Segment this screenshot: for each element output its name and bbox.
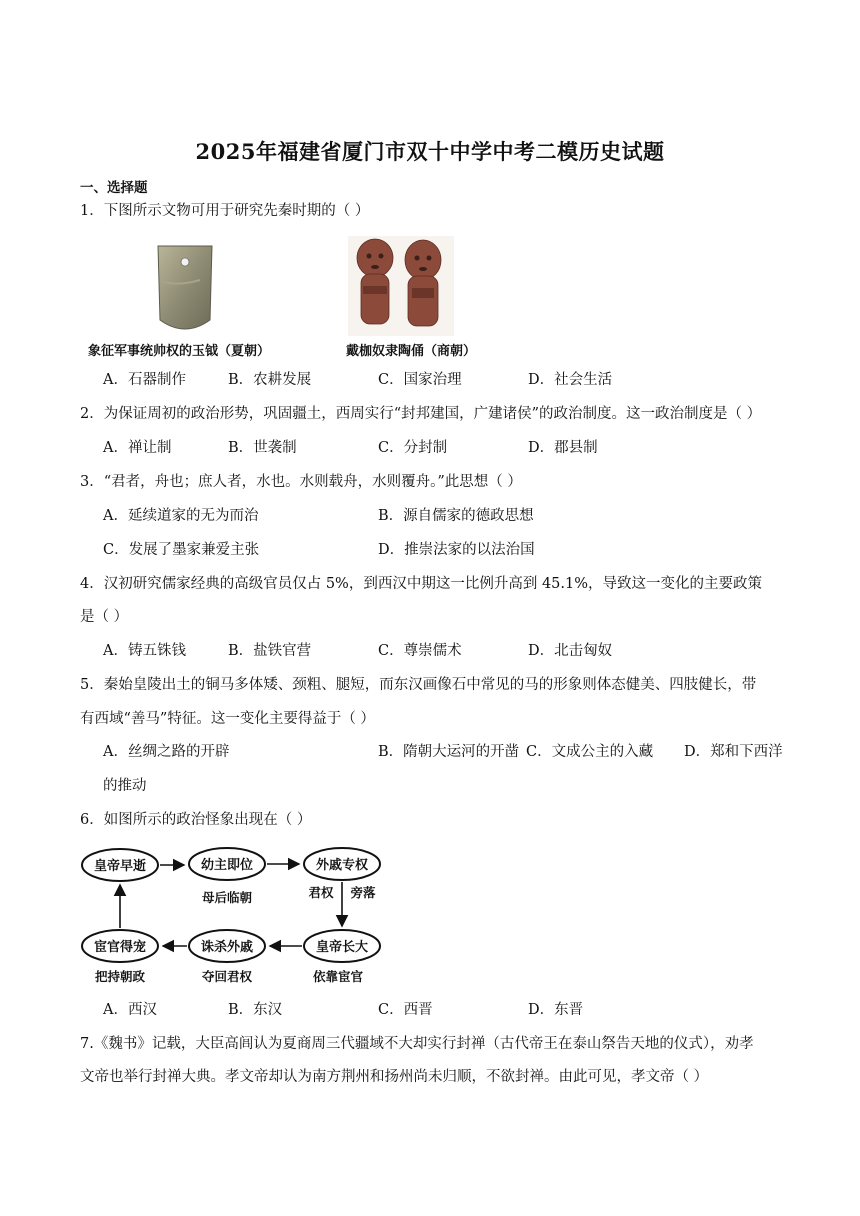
diagram-sub-label-3: 旁落 [350,885,376,900]
question-2-stem: 2．为保证周初的政治形势，巩固疆土，西周实行“封邦建国，广建诸侯”的政治制度。这一政治制度是（ ） [80,406,762,422]
diagram-sub-label-5: 夺回君权 [201,969,253,984]
diagram-node-label-3: 外戚专权 [315,858,369,873]
question-4-stem-line-2: 是（ ） [80,609,129,625]
diagram-sub-label-1: 母后临朝 [201,890,253,905]
q5-option-d[interactable]: D．郑和下西洋 [684,744,783,760]
question-5-stem-line-2: 有西域“善马”特征。这一变化主要得益于（ ） [80,711,375,727]
q4-option-b[interactable]: B．盐铁官营 [228,643,312,659]
q4-option-c[interactable]: C．尊崇儒术 [378,643,462,659]
political-cycle-diagram [78,842,398,990]
diagram-sub-label-2: 君权 [308,885,334,900]
q1-option-a[interactable]: A．石器制作 [103,372,186,388]
q5-option-d-continuation: 的推动 [103,778,147,794]
q2-option-a[interactable]: A．禅让制 [103,440,172,456]
section-heading: 一、选择题 [80,180,148,196]
q6-option-a[interactable]: A．西汉 [103,1002,157,1018]
q5-option-c[interactable]: C．文成公主的入藏 [526,744,654,760]
q5-option-a[interactable]: A．丝绸之路的开辟 [103,744,230,760]
q3-option-c[interactable]: C．发展了墨家兼爱主张 [103,542,260,558]
q2-option-b[interactable]: B．世袭制 [228,440,297,456]
q4-option-a[interactable]: A．铸五铢钱 [103,643,186,659]
question-7-stem-line-1: 7.《魏书》记载，大臣高闾认为夏商周三代疆域不大却实行封禅（古代帝王在泰山祭告天地的仪式），劝孝 [80,1036,754,1052]
diagram-node-label-5: 诛杀外戚 [200,940,254,955]
diagram-sub-label-6: 把持朝政 [94,969,146,984]
q3-option-b[interactable]: B．源自儒家的德政思想 [378,508,534,524]
question-3-stem: 3．“君者，舟也；庶人者，水也。水则载舟，水则覆舟。”此思想（ ） [80,474,522,490]
q6-option-d[interactable]: D．东晋 [528,1002,584,1018]
q2-option-d[interactable]: D．郡县制 [528,440,598,456]
diagram-node-label-4: 皇帝长大 [315,940,369,955]
q1-option-c[interactable]: C．国家治理 [378,372,462,388]
jade-axe-image [150,242,220,338]
q6-option-c[interactable]: C．西晋 [378,1002,433,1018]
q3-option-d[interactable]: D．推崇法家的以法治国 [378,542,535,558]
q6-option-b[interactable]: B．东汉 [228,1002,283,1018]
q1-option-b[interactable]: B．农耕发展 [228,372,312,388]
diagram-sub-label-4: 依靠宦官 [312,969,364,984]
caption-pottery-figurines: 戴枷奴隶陶俑（商朝） [346,344,477,359]
q1-option-d[interactable]: D．社会生活 [528,372,613,388]
page-title: 2025年福建省厦门市双十中学中考二模历史试题 [195,139,665,164]
question-7-stem-line-2: 文帝也举行封禅大典。孝文帝却认为南方荆州和扬州尚未归顺，不欲封禅。由此可见，孝文帝（ ） [80,1069,709,1085]
diagram-node-label-2: 幼主即位 [200,858,254,873]
question-5-stem-line-1: 5．秦始皇陵出土的铜马多体矮、颈粗、腿短，而东汉画像石中常见的马的形象则体态健美、四肢健长，带 [80,677,757,693]
q2-option-c[interactable]: C．分封制 [378,440,448,456]
question-4-stem-line-1: 4．汉初研究儒家经典的高级官员仅占 5%，到西汉中期这一比例升高到 45.1%，导致这一变化的主要政策 [80,576,763,592]
question-1-stem: 1．下图所示文物可用于研究先秦时期的（ ） [80,203,370,219]
caption-jade-axe: 象征军事统帅权的玉钺（夏朝） [88,344,271,359]
q3-option-a[interactable]: A．延续道家的无为而治 [103,508,259,524]
question-6-stem: 6．如图所示的政治怪象出现在（ ） [80,812,312,828]
pottery-figurines-image [348,236,454,336]
q4-option-d[interactable]: D．北击匈奴 [528,643,613,659]
diagram-node-label-6: 宦官得宠 [93,940,147,955]
q5-option-b[interactable]: B．隋朝大运河的开凿 [378,744,520,760]
diagram-node-label-1: 皇帝早逝 [93,859,147,874]
